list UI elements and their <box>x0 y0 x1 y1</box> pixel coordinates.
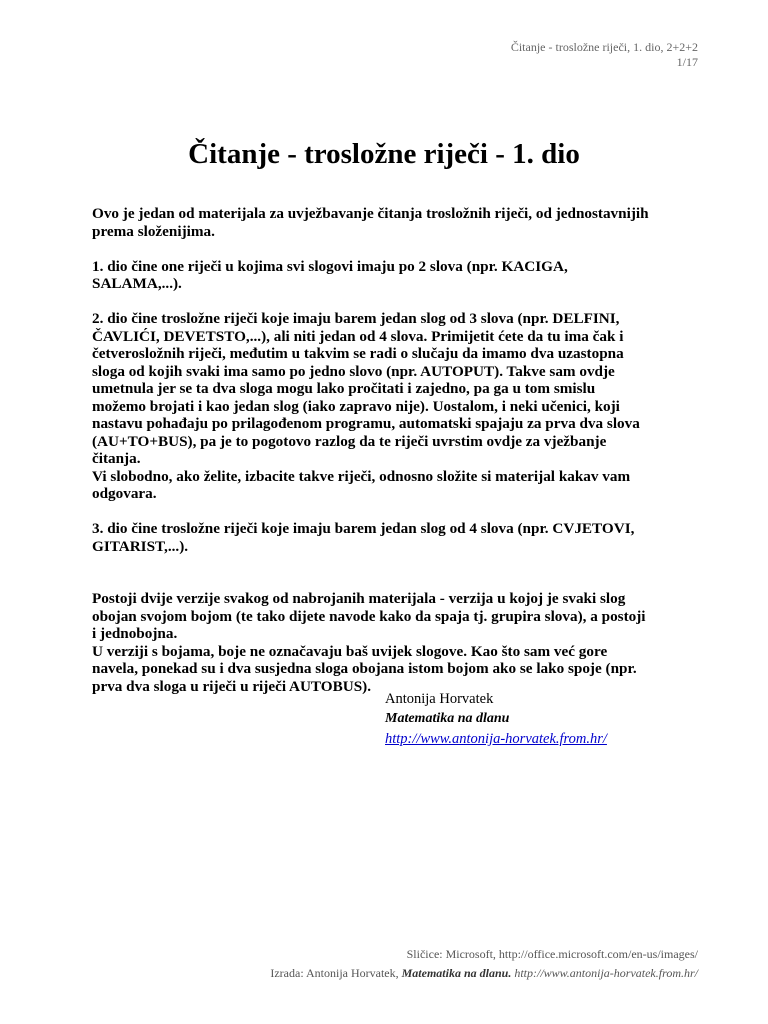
document-body <box>92 205 652 695</box>
paragraph-part-2-note: Vi slobodno, ako želite, izbacite takve riječi, odnosno složite si materijal kakav vam odgovara. <box>92 467 631 502</box>
paragraph-part-3: 3. dio čine trosložne riječi koje imaju barem jedan slog od 4 slova (npr. CVJETOVI, GITARIST,...). <box>92 520 635 555</box>
paragraph-intro: Ovo je jedan od materijala za uvježbavanje čitanja trosložnih riječi, od jednostavnijih prema složenijima. <box>92 205 649 240</box>
footer-made-by <box>270 964 698 983</box>
author-website-link[interactable]: http://www.antonija-horvatek.from.hr/ <box>385 731 607 747</box>
page-title: Čitanje - trosložne riječi - 1. dio <box>188 138 580 170</box>
footer-url: http://www.antonija-horvatek.from.hr/ <box>514 966 698 980</box>
header-doc-title: Čitanje - trosložne riječi, 1. dio, 2+2+2 <box>510 40 698 54</box>
paragraph-part-2: 2. dio čine trosložne riječi koje imaju barem jedan slog od 3 slova (npr. DELFINI, ČAVLIĆI, DEVETSTO,...), ali niti jedan od 4 slova. Primijetit ćete da tu ima čak i četverosložnih riječi, međutim u takvim se radi o slučaju da imamo dva uzastopna sloga od kojih svaki ima samo po jedno slovo (npr. AUTOPUT). Takve sam ovdje umetnula jer se ta dva sloga mogu lako pročitati i zajedno, pa ga u tom smislu možemo brojati i kao jedan slog (iako zapravo nije). Uostalom, i neki učenici, koji nastavu pohađaju po prilagođenom programu, automatski spajaju za prva dva slova (AU+TO+BUS), pa je to pogotovo razlog da te riječi uvrstim ovdje za vježbanje čitanja. <box>92 310 640 467</box>
paragraph-colors: U verziji s bojama, boje ne označavaju baš uvijek slogove. Kao što sam već gore navela, ponekad su i dva susjedna sloga obojana istom bojom ako se lako spoje (npr. prva dva sloga u riječi u riječi AUTOBUS). <box>92 642 637 695</box>
footer-credits: Sličice: Microsoft, http://office.microsoft.com/en-us/images/ <box>406 947 698 961</box>
paragraph-versions: Postoji dvije verzije svakog od nabrojanih materijala - verzija u kojoj je svaki slog obojan svojom bojom (te tako dijete navode kako da spaja tj. grupira slova), a postoji i jednobojna. <box>92 590 646 642</box>
signature-block <box>385 689 607 749</box>
paragraph-part-1: 1. dio čine one riječi u kojima svi slogovi imaju po 2 slova (npr. KACIGA, SALAMA,...). <box>92 257 568 292</box>
footer-brand: Matematika na dlanu. <box>401 966 512 980</box>
brand-name: Matematika na dlanu <box>385 711 510 726</box>
author-name: Antonija Horvatek <box>385 691 494 707</box>
page-footer <box>270 945 698 983</box>
page-header <box>511 40 698 70</box>
footer-made-by-prefix: Izrada: Antonija Horvatek, <box>270 966 402 980</box>
header-page-number: 1/17 <box>676 55 698 69</box>
